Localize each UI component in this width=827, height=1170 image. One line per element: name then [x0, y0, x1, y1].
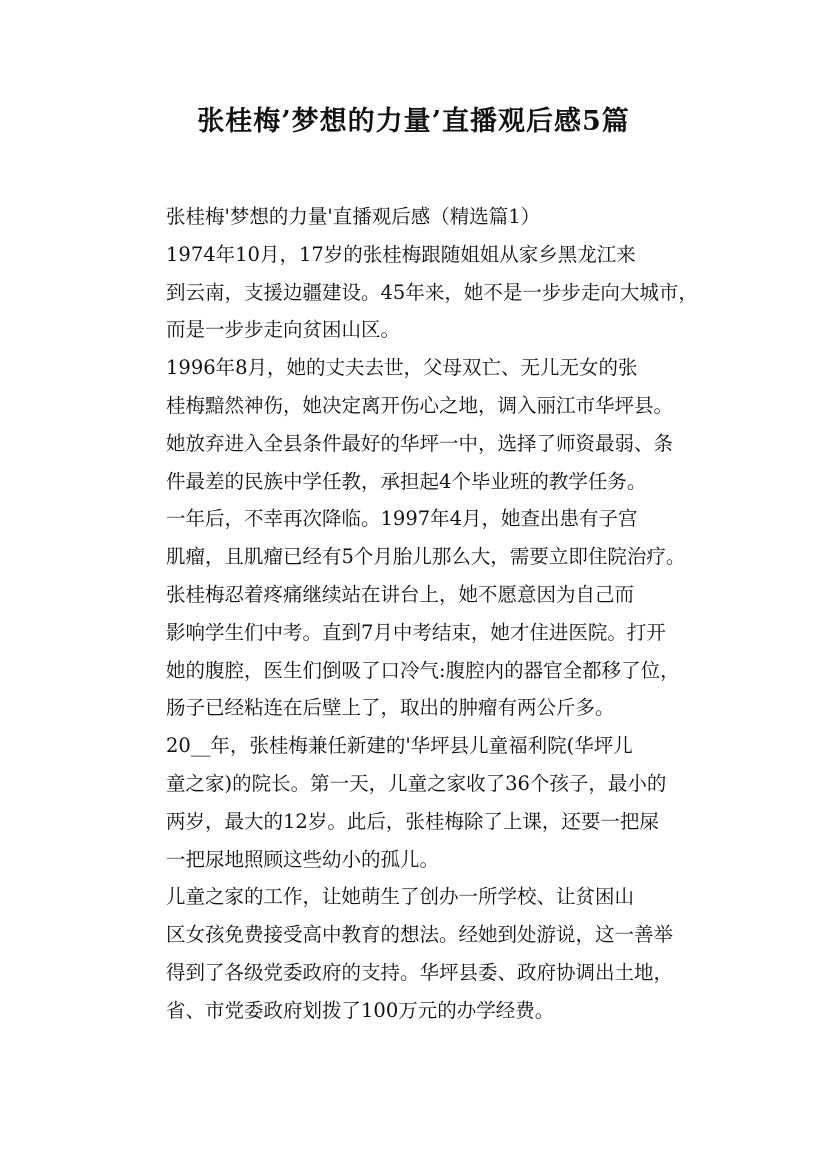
section-subtitle: [127, 198, 717, 236]
paragraph-line: 她的腹腔，医生们倒吸了口冷气:腹腔内的器官全都移了位，: [166, 658, 680, 682]
paragraph-1: [127, 236, 717, 349]
paragraph-line: 20__年，张桂梅兼任新建的'华坪县儿童福利院(华坪儿: [166, 734, 633, 758]
paragraph-3: [127, 500, 717, 576]
paragraph-line: 张桂梅忍着疼痛继续站在讲台上，她不愿意因为自己而: [166, 582, 635, 606]
document-body: [127, 198, 717, 1030]
paragraph-2: [127, 349, 717, 500]
paragraph-line: 她放弃进入全县条件最好的华坪一中，选择了师资最弱、条: [166, 431, 674, 455]
paragraph-line: 件最差的民族中学任教，承担起4个毕业班的教学任务。: [166, 469, 647, 493]
paragraph-line: 桂梅黯然神伤，她决定离开伤心之地，调入丽江市华坪县。: [166, 393, 674, 417]
paragraph-line: 1996年8月，她的丈夫去世，父母双亡、无儿无女的张: [166, 356, 638, 380]
paragraph-5: [127, 727, 717, 878]
paragraph-line: 得到了各级党委政府的支持。华坪县委、政府协调出土地，: [166, 960, 674, 984]
paragraph-line: 省、市党委政府划拨了100万元的办学经费。: [166, 998, 555, 1022]
paragraph-line: 1974年10月，17岁的张桂梅跟随姐姐从家乡黑龙江来: [166, 242, 636, 266]
paragraph-4: [127, 576, 717, 727]
paragraph-6: [127, 878, 717, 1029]
paragraph-line: 一年后，不幸再次降临。1997年4月，她查出患有子宫: [166, 507, 638, 531]
paragraph-line: 而是一步步走向贫困山区。: [166, 318, 401, 342]
paragraph-line: 两岁，最大的12岁。此后，张桂梅除了上课，还要一把屎: [166, 809, 659, 833]
paragraph-line: 区女孩免费接受高中教育的想法。经她到处游说，这一善举: [166, 923, 674, 947]
paragraph-line: 到云南，支援边疆建设。45年来，她不是一步步走向大城市，: [166, 280, 698, 304]
subtitle-line: 张桂梅'梦想的力量'直播观后感（精选篇1）: [166, 205, 541, 228]
paragraph-line: 儿童之家的工作，让她萌生了创办一所学校、让贫困山: [166, 885, 635, 909]
paragraph-line: 童之家)的院长。第一天，儿童之家收了36个孩子，最小的: [166, 771, 667, 795]
paragraph-line: 肌瘤，且肌瘤已经有5个月胎儿那么大，需要立即住院治疗。: [166, 545, 686, 569]
paragraph-line: 肠子已经粘连在后壁上了，取出的肿瘤有两公斤多。: [166, 696, 615, 720]
document-title: 张桂梅’梦想的力量’直播观后感5篇: [197, 106, 630, 137]
paragraph-line: 影响学生们中考。直到7月中考结束，她才住进医院。打开: [166, 620, 666, 644]
paragraph-line: 一把尿地照顾这些幼小的孤儿。: [166, 847, 440, 871]
